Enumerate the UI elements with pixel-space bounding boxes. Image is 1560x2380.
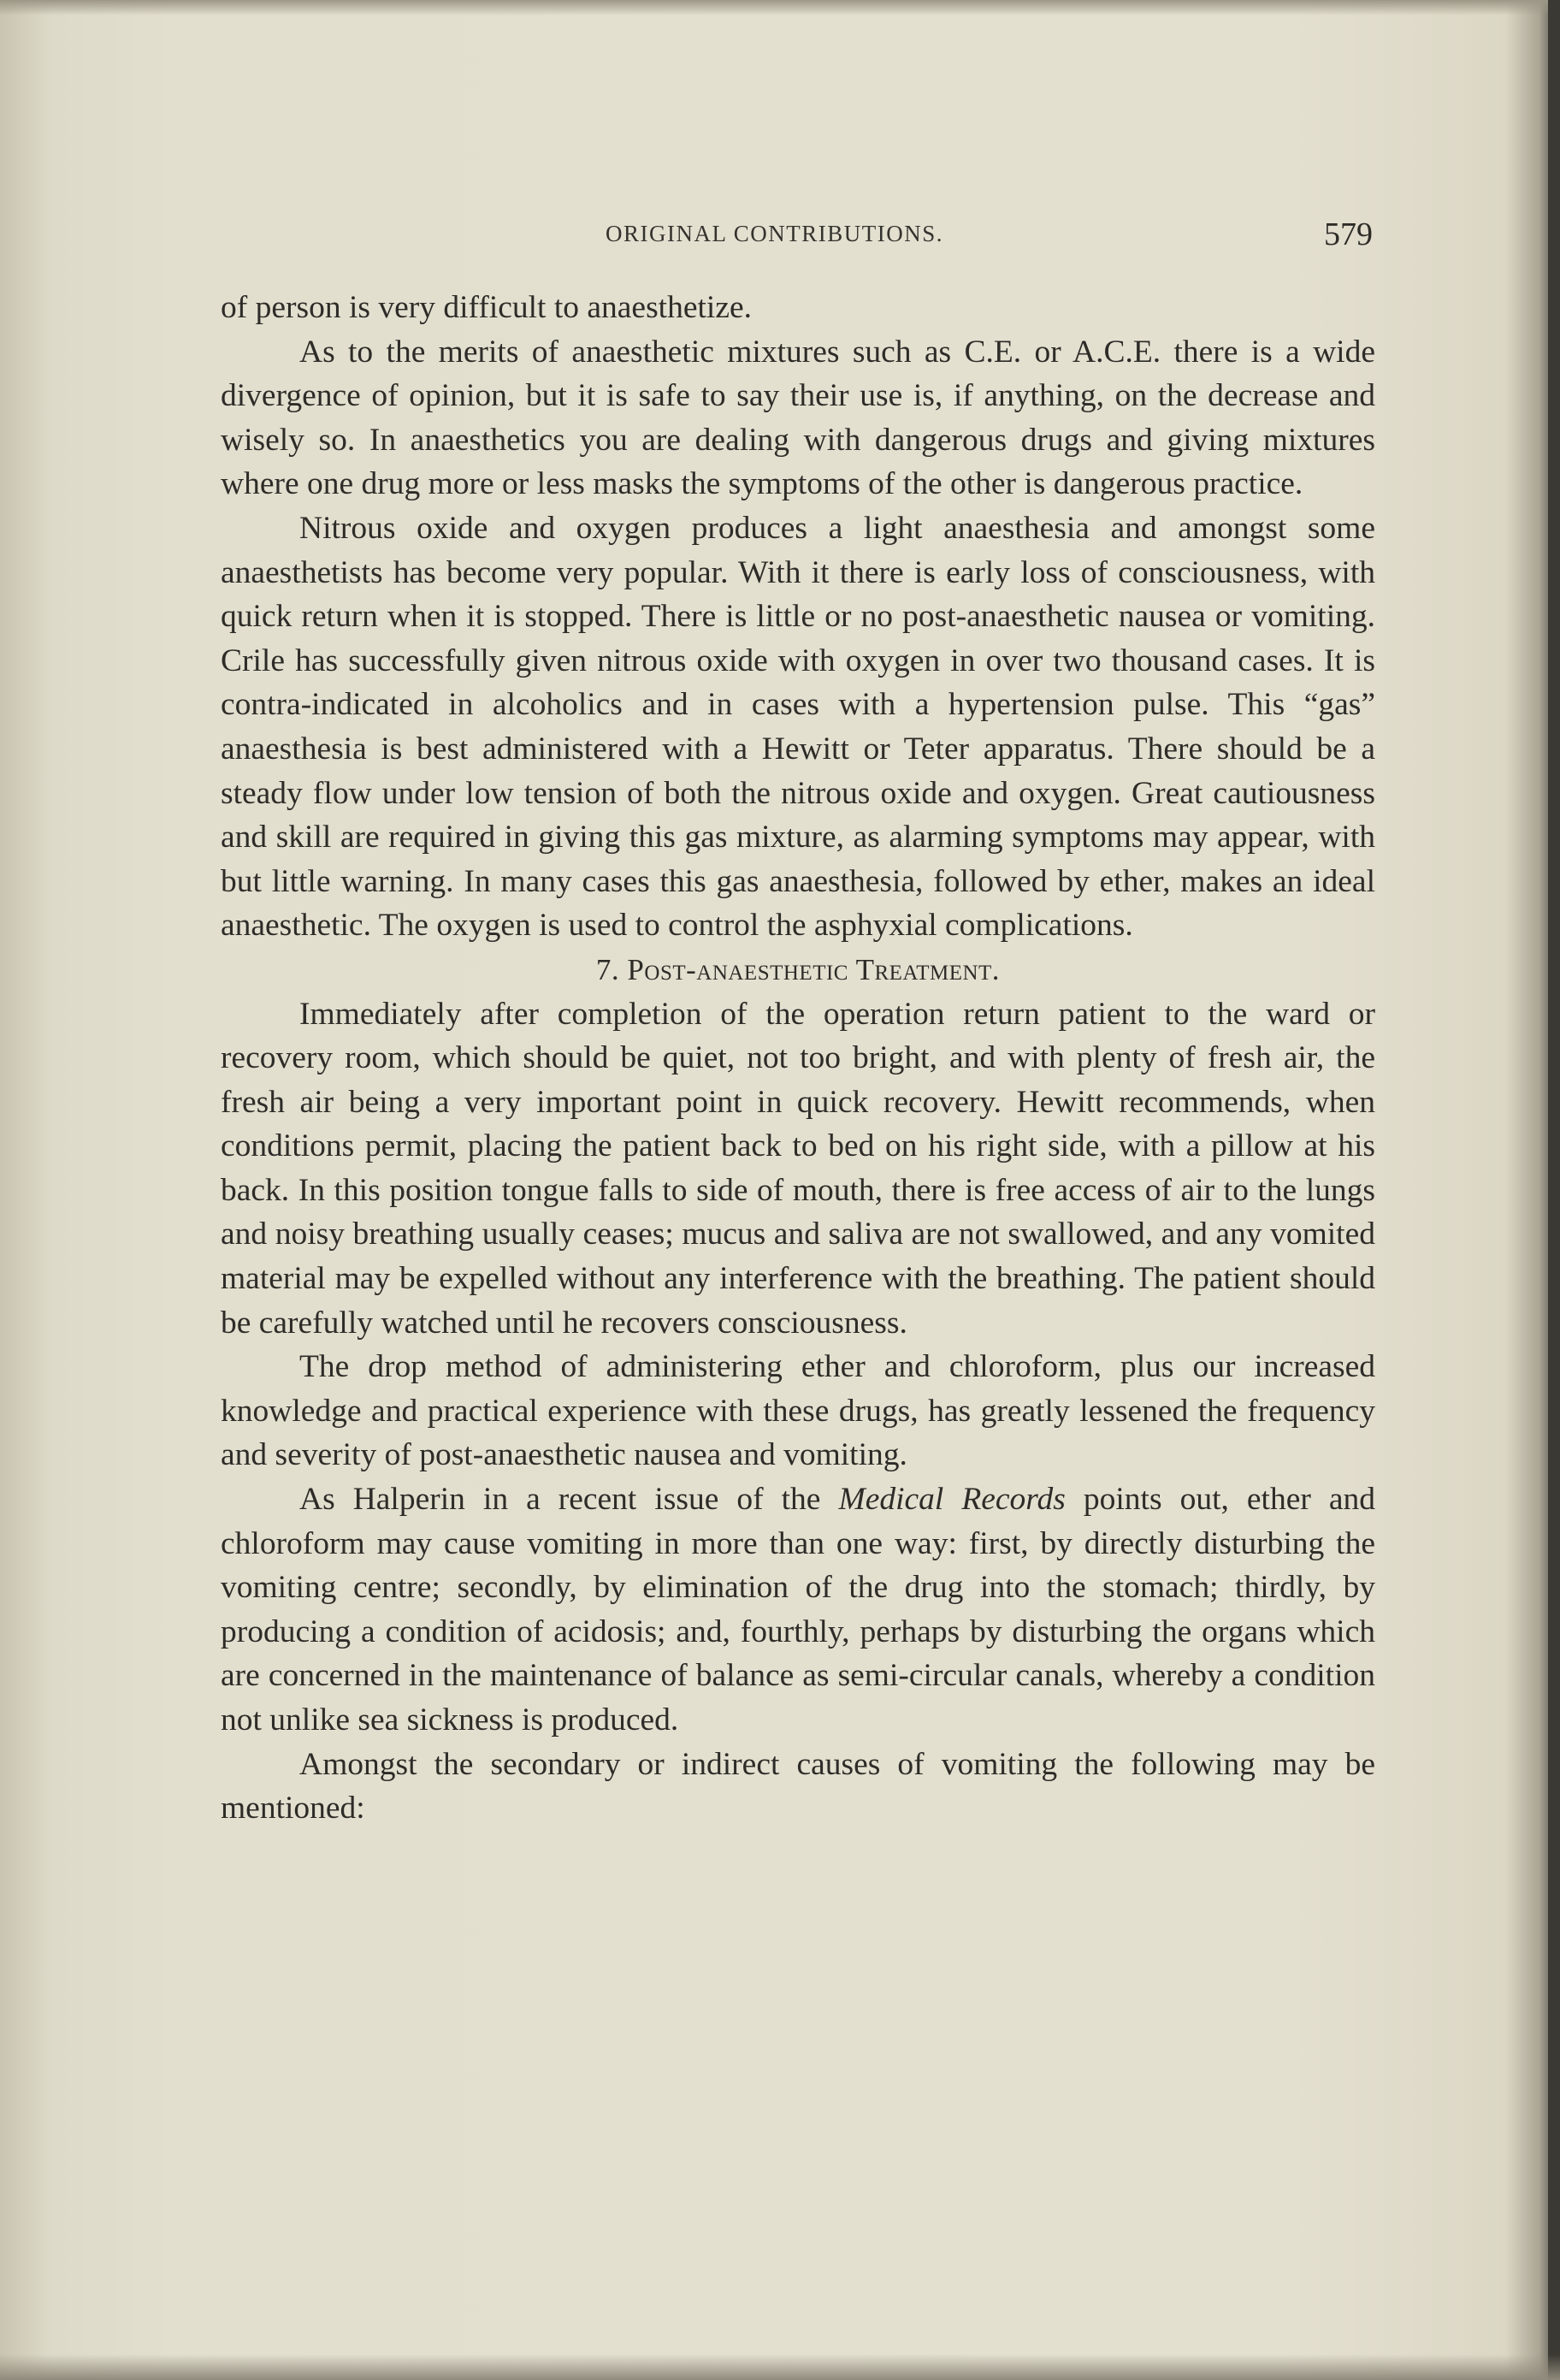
page-bottom-shadow xyxy=(0,2354,1560,2380)
running-head: ORIGINAL CONTRIBUTIONS. xyxy=(606,221,943,246)
page-top-shadow xyxy=(0,0,1560,15)
paragraph-6-text-start: As Halperin in a recent issue of the xyxy=(299,1482,821,1518)
paragraph-1: of person is very difficult to anaesthetize. xyxy=(221,290,752,325)
paragraph-6-text-end: points out, ether and chloroform may cause vomiting in more than one way: first, by directly disturbing the vomiting centre; secondly, by elimination of the drug into the stomach; thirdly, by producing a condition of acidosis; and, fourthly, perhaps by disturbing the organs which are concerned in the maintenance of balance as semi-circular canals, whereby a condition not unlike sea sickness is produced. xyxy=(221,1482,1376,1738)
journal-title: Medical Records xyxy=(838,1482,1066,1518)
paragraph-3: Nitrous oxide and oxygen produces a light anaesthesia and amongst some anaesthetists has become very popular. With it there is early loss of consciousness, with quick return when it is stopped. There is little or no post-anaesthetic nausea or vomiting. Crile has successfully given nitrous oxide with oxygen in over two thousand cases. It is contra-indicated in alcoholics and in cases with a hypertension pulse. This “gas” anaesthesia is best administered with a Hewitt or Teter apparatus. There should be a steady flow under low tension of both the nitrous oxide and oxygen. Great cautiousness and skill are required in giving this gas mixture, as alarming symptoms may appear, with but little warning. In many cases this gas anaesthesia, followed by ether, makes an ideal anaesthetic. The oxygen is used to control the asphyxial complications. xyxy=(221,510,1375,944)
page-number: 579 xyxy=(1324,216,1373,252)
paragraph-7: Amongst the secondary or indirect causes of vomiting the following may be mentioned: xyxy=(221,1746,1375,1826)
paragraph-2: As to the merits of anaesthetic mixtures such as C.E. or A.C.E. there is a wide divergence of opinion, but it is safe to say their use is, if anything, on the decrease and wisely so. In anaesthetics you are dealing with dangerous drugs and giving mixtures where one drug more or less masks the symptoms of the other is dangerous practice. xyxy=(221,334,1375,502)
paragraph-4: Immediately after completion of the operation return patient to the ward or recovery room, which should be quiet, not too bright, and with plenty of fresh air, the fresh air being a very important point in quick recovery. Hewitt recommends, when conditions permit, placing the patient back to bed on his right side, with a pillow at his back. In this position tongue falls to side of mouth, there is free access of air to the lungs and noisy breathing usually ceases; mucus and saliva are not swallowed, and any vomited material may be expelled without any interference with the breathing. The patient should be carefully watched until he recovers consciousness. xyxy=(221,996,1375,1341)
section-heading: 7. Post-anaesthetic Treatment. xyxy=(595,952,1001,986)
paragraph-6 xyxy=(221,1477,1375,1743)
paragraph-5: The drop method of administering ether and chloroform, plus our increased knowledge and practical experience with these drugs, has greatly lessened the frequency and severity of post-anaesthetic nausea and vomiting. xyxy=(221,1349,1375,1473)
body-text xyxy=(221,286,1375,1831)
page-right-edge xyxy=(1548,0,1560,2380)
